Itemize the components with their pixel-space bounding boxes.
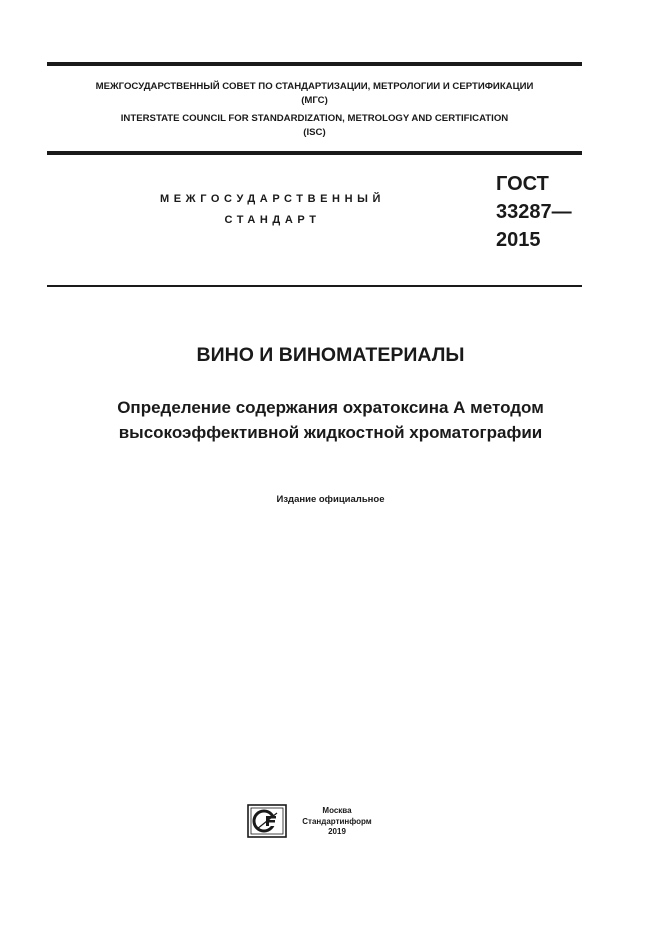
council-en (47, 112, 582, 140)
standard-bottom-rule (47, 285, 582, 287)
standard-type-line1: МЕЖГОСУДАРСТВЕННЫЙ (159, 193, 386, 205)
document-subtitle (0, 395, 661, 445)
council-ru-abbr: (МГС) (301, 95, 328, 106)
gost-year: 2015 (496, 229, 541, 251)
gost-designation (496, 170, 572, 254)
top-rule (47, 62, 582, 66)
publisher-name: Стандартинформ (302, 816, 372, 826)
council-en-abbr: (ISC) (303, 127, 326, 138)
gost-prefix: ГОСТ (496, 173, 549, 195)
standartinform-logo-icon (247, 804, 287, 838)
standard-type-label (140, 189, 405, 231)
council-ru (47, 80, 582, 108)
standard-type-line2: СТАНДАРТ (224, 214, 321, 226)
council-ru-name: МЕЖГОСУДАРСТВЕННЫЙ СОВЕТ ПО СТАНДАРТИЗАЦИИ, МЕТРОЛОГИИ И СЕРТИФИКАЦИИ (95, 81, 534, 92)
document-title: ВИНО И ВИНОМАТЕРИАЛЫ (196, 344, 465, 366)
publisher-city: Москва (322, 806, 352, 815)
gost-number: 33287— (496, 201, 572, 223)
edition-note: Издание официальное (276, 494, 385, 505)
header-bottom-rule (47, 151, 582, 155)
publication-year: 2019 (328, 827, 346, 836)
publisher-info (292, 806, 382, 838)
council-en-name: INTERSTATE COUNCIL FOR STANDARDIZATION, METROLOGY AND CERTIFICATION (120, 113, 509, 124)
subtitle-line2: высокоэффективной жидкостной хроматографии (118, 423, 543, 442)
subtitle-line1: Определение содержания охратоксина А методом (117, 398, 544, 417)
